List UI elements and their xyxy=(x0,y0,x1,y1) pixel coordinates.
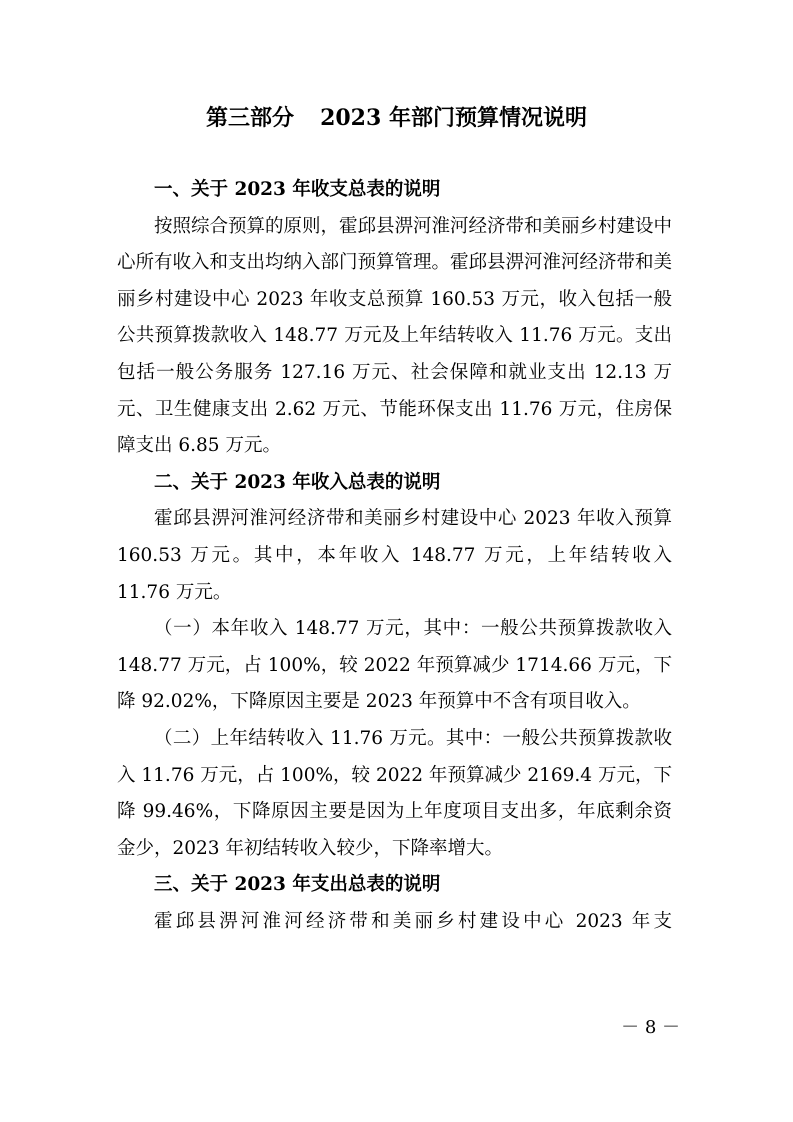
section-2-paragraph-2: （一）本年收入 148.77 万元，其中：一般公共预算拨款收入 148.77 万元，占 100%，较 2022 年预算减少 1714.66 万元，下降 92.02%，下降原因主要是 2023 年预算中不含有项目收入。 xyxy=(117,618,672,713)
title-part: 第三部分 xyxy=(206,105,295,131)
section-heading-1: 一、关于 2023 年收支总表的说明 xyxy=(154,179,441,200)
document-body xyxy=(117,172,672,940)
title-text: 2023 年部门预算情况说明 xyxy=(320,105,587,131)
section-1-paragraph-1: 按照综合预算的原则，霍邱县淠河淮河经济带和美丽乡村建设中心所有收入和支出均纳入部门预算管理。霍邱县淠河淮河经济带和美丽乡村建设中心 2023 年收支总预算 160.53 万元，收入包括一般公共预算拨款收入 148.77 万元及上年结转收入 11.76 万元。支出包括一般公务服务 127.16 万元、社会保障和就业支出 12.13 万元、卫生健康支出 2.62 万元、节能环保支出 11.76 万元，住房保障支出 6.85 万元。 xyxy=(117,215,673,457)
section-heading-2: 二、关于 2023 年收入总表的说明 xyxy=(154,471,441,493)
page-title xyxy=(0,100,793,136)
page-number: － 8 － xyxy=(621,1017,680,1038)
section-3-paragraph-1: 霍邱县淠河淮河经济带和美丽乡村建设中心 2023 年支 xyxy=(154,910,672,932)
section-heading-3: 三、关于 2023 年支出总表的说明 xyxy=(154,874,441,896)
section-2-paragraph-3: （二）上年结转收入 11.76 万元。其中：一般公共预算拨款收入 11.76 万元，占 100%，较 2022 年预算减少 2169.4 万元，下降 99.46%，下降原因主要是因为上年度项目支出多，年底剩余资金少，2023 年初结转收入较少，下降率增大。 xyxy=(117,727,672,859)
section-2-paragraph-1: 霍邱县淠河淮河经济带和美丽乡村建设中心 2023 年收入预算 160.53 万元。其中，本年收入 148.77 万元，上年结转收入 11.76 万元。 xyxy=(117,508,672,603)
